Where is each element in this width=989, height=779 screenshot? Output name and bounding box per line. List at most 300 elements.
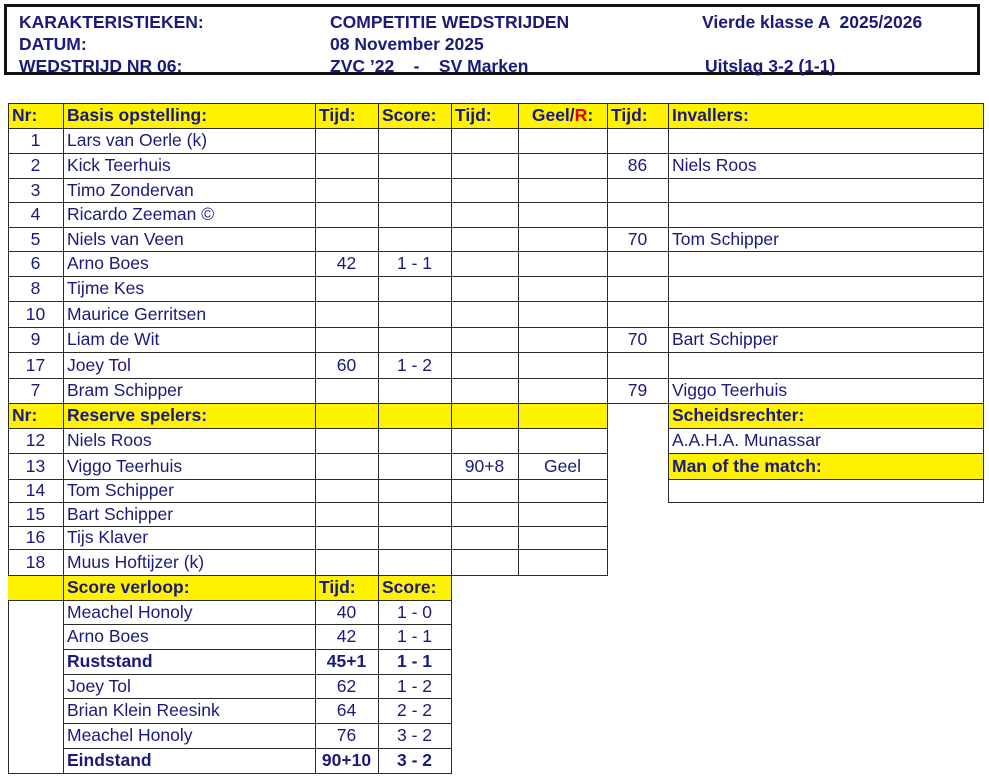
grid-line	[451, 178, 452, 203]
grid-line	[607, 103, 608, 129]
reserve-name: Muus Hoftijzer (k)	[67, 552, 205, 572]
grid-line	[451, 723, 452, 749]
substitution-time	[607, 276, 668, 301]
grid-line	[518, 403, 519, 429]
grid-line	[518, 378, 519, 404]
grid-line	[315, 378, 316, 404]
grid-line	[63, 428, 64, 454]
grid-line	[378, 403, 379, 429]
card-time	[451, 378, 518, 403]
grid-line	[451, 526, 452, 550]
card-time	[451, 276, 518, 301]
reserve-header-fill	[518, 403, 607, 428]
grid-line	[8, 526, 608, 527]
grid-line	[607, 526, 608, 550]
reserve-name: Viggo Teerhuis	[67, 456, 183, 476]
grid-line	[983, 327, 984, 353]
grid-line	[63, 453, 64, 480]
reserve-number: 13	[25, 456, 46, 476]
score-event-name: Meachel Honoly	[67, 602, 193, 622]
grid-line	[983, 352, 984, 379]
label-wedstrijd-nr: WEDSTRIJD NR 06:	[19, 56, 183, 76]
grid-line	[607, 403, 608, 429]
grid-line	[518, 479, 519, 503]
header-rood-label: R	[574, 105, 588, 125]
grid-line	[668, 453, 984, 454]
grid-line	[378, 502, 379, 527]
grid-line	[8, 153, 9, 179]
grid-line	[607, 453, 608, 480]
reserve-empty	[315, 453, 378, 479]
grid-line	[63, 479, 64, 503]
card-type	[518, 378, 607, 403]
substitute-name	[668, 202, 983, 227]
score-event-time: 62	[336, 676, 357, 696]
grid-line	[8, 202, 9, 228]
grid-line	[378, 352, 379, 379]
grid-line	[63, 748, 64, 774]
grid-line	[668, 301, 669, 328]
goal-time	[315, 378, 378, 403]
substitution-time	[607, 202, 668, 227]
grid-line	[8, 526, 9, 550]
player-number: 10	[25, 304, 46, 324]
substitution-time	[607, 128, 668, 153]
player-name: Tijme Kes	[67, 278, 145, 298]
grid-line	[63, 649, 64, 675]
grid-line	[8, 178, 9, 203]
goal-score	[378, 301, 451, 327]
grid-line	[451, 698, 452, 724]
grid-line	[983, 103, 984, 129]
score-event-name: Brian Klein Reesink	[67, 700, 220, 720]
grid-line	[378, 479, 379, 503]
score-event-score: 3 - 2	[396, 750, 433, 770]
grid-line	[63, 773, 452, 774]
substitute-name: Niels Roos	[672, 155, 757, 175]
grid-line	[518, 549, 519, 576]
grid-line	[668, 103, 669, 129]
substitution-time	[607, 352, 668, 378]
grid-line	[315, 276, 316, 302]
grid-line	[63, 549, 64, 576]
grid-line	[451, 428, 452, 454]
reserve-card-type	[518, 479, 607, 502]
match-result: Uitslag 3-2 (1-1)	[705, 56, 836, 76]
reserve-empty	[378, 549, 451, 575]
grid-line	[63, 327, 64, 353]
grid-line	[607, 153, 608, 179]
grid-line	[315, 624, 316, 650]
grid-line	[315, 549, 316, 576]
grid-line	[63, 153, 64, 179]
grid-line	[315, 301, 316, 328]
reserve-header-nr: Nr:	[8, 403, 63, 428]
reserve-empty	[315, 549, 378, 575]
substitution-time	[607, 301, 668, 327]
player-number: 4	[30, 204, 41, 224]
score-event-time: 42	[336, 626, 357, 646]
match-header	[4, 4, 980, 75]
grid-line	[518, 428, 519, 454]
score-event-score: 3 - 2	[396, 725, 433, 745]
reserve-empty	[378, 453, 451, 479]
substitution-time: 70	[627, 329, 648, 349]
reserve-header-label: Reserve spelers:	[63, 403, 315, 428]
grid-line	[518, 251, 519, 277]
grid-line	[8, 276, 984, 277]
grid-line	[668, 178, 669, 203]
score-event-time: 90+10	[321, 750, 372, 770]
score-event-name: Joey Tol	[67, 676, 131, 696]
grid-line	[451, 251, 452, 277]
grid-line	[451, 276, 452, 302]
grid-line	[378, 153, 379, 179]
grid-line	[8, 453, 9, 480]
grid-line	[668, 502, 984, 503]
grid-line	[8, 327, 984, 328]
reserve-empty	[378, 479, 451, 502]
grid-line	[8, 227, 9, 252]
label-datum: DATUM:	[19, 34, 87, 54]
grid-line	[518, 178, 519, 203]
player-name: Kick Teerhuis	[67, 155, 171, 175]
goal-score	[378, 202, 451, 227]
grid-line	[518, 352, 519, 379]
grid-line	[451, 479, 452, 503]
grid-line	[315, 202, 316, 228]
grid-line	[378, 327, 379, 353]
grid-line	[63, 227, 64, 252]
card-type	[518, 128, 607, 153]
header-nr: Nr:	[8, 103, 63, 128]
goal-time	[315, 128, 378, 153]
grid-line	[451, 674, 452, 699]
grid-line	[378, 378, 379, 404]
grid-line	[315, 453, 316, 480]
player-number: 3	[30, 180, 41, 200]
grid-line	[315, 575, 316, 601]
substitute-name	[668, 352, 983, 378]
reserve-empty	[378, 502, 451, 526]
card-time	[451, 327, 518, 352]
grid-line	[315, 327, 316, 353]
grid-line	[8, 428, 9, 454]
grid-line	[8, 251, 9, 277]
grid-line	[315, 103, 316, 129]
player-number: 7	[30, 380, 41, 400]
grid-line	[983, 227, 984, 252]
grid-line	[8, 428, 608, 429]
grid-line	[378, 649, 379, 675]
substitute-name	[668, 301, 983, 327]
grid-line	[518, 103, 519, 129]
grid-line	[607, 502, 608, 527]
grid-line	[983, 276, 984, 302]
goal-time: 42	[336, 253, 357, 273]
grid-line	[983, 128, 984, 154]
grid-line	[451, 453, 452, 480]
grid-line	[378, 526, 379, 550]
match-date: 08 November 2025	[330, 34, 484, 54]
grid-line	[8, 403, 608, 404]
score-event-score: 1 - 1	[396, 626, 433, 646]
grid-line	[63, 178, 64, 203]
grid-line	[378, 698, 379, 724]
grid-line	[63, 600, 64, 625]
reserve-card-time	[451, 549, 518, 575]
grid-line	[8, 479, 9, 503]
grid-line	[8, 453, 608, 454]
grid-line	[63, 103, 64, 129]
grid-line	[518, 153, 519, 179]
substitute-name	[668, 276, 983, 301]
grid-line	[451, 128, 452, 154]
reserve-number: 14	[25, 480, 46, 500]
grid-line	[378, 549, 379, 576]
player-number: 1	[30, 130, 41, 150]
grid-line	[8, 327, 9, 353]
card-time	[451, 227, 518, 251]
goal-score: 1 - 2	[396, 355, 433, 375]
grid-line	[8, 352, 9, 379]
grid-line	[63, 624, 64, 650]
substitution-time: 70	[627, 229, 648, 249]
grid-line	[607, 327, 608, 353]
grid-line	[315, 600, 316, 625]
grid-line	[518, 327, 519, 353]
player-name: Niels van Veen	[67, 229, 184, 249]
grid-line	[315, 428, 316, 454]
grid-line	[315, 526, 316, 550]
score-event-time: 45+1	[326, 651, 367, 671]
reserve-card-time: 90+8	[464, 456, 505, 476]
substitution-time	[607, 178, 668, 202]
substitute-name	[668, 128, 983, 153]
grid-line	[8, 352, 984, 353]
card-type	[518, 327, 607, 352]
grid-line	[668, 128, 669, 154]
grid-line	[518, 301, 519, 328]
card-type	[518, 251, 607, 276]
grid-line	[8, 128, 9, 154]
header-kaart-tijd: Tijd:	[451, 103, 518, 128]
grid-line	[668, 352, 669, 379]
score-event-name: Arno Boes	[67, 626, 149, 646]
goal-time: 60	[336, 355, 357, 375]
reserve-card-type	[518, 428, 607, 453]
score-event-score: 1 - 0	[396, 602, 433, 622]
card-time	[451, 352, 518, 378]
grid-line	[451, 549, 452, 576]
substitute-name	[668, 251, 983, 276]
reserve-empty	[378, 526, 451, 549]
goal-score	[378, 378, 451, 403]
card-type	[518, 202, 607, 227]
card-type	[518, 178, 607, 202]
grid-line	[378, 453, 379, 480]
card-time	[451, 202, 518, 227]
substitution-time: 86	[627, 155, 648, 175]
reserve-card-time	[451, 428, 518, 453]
score-event-name: Eindstand	[67, 750, 152, 770]
reserve-header-fill	[378, 403, 451, 428]
grid-line	[8, 378, 984, 379]
grid-line	[8, 600, 9, 774]
score-event-time: 64	[336, 700, 357, 720]
grid-line	[8, 549, 9, 576]
score-verloop-label: Score verloop:	[63, 575, 315, 600]
grid-line	[607, 549, 608, 576]
grid-line	[983, 202, 984, 228]
reserve-name: Tom Schipper	[67, 480, 174, 500]
grid-line	[668, 153, 669, 179]
goal-score	[378, 128, 451, 153]
reserve-empty	[315, 526, 378, 549]
grid-line	[451, 327, 452, 353]
substitute-name: Tom Schipper	[672, 229, 779, 249]
grid-line	[378, 202, 379, 228]
player-name: Ricardo Zeeman ©	[67, 204, 215, 224]
grid-line	[8, 378, 9, 404]
referee-name: A.A.H.A. Munassar	[672, 430, 821, 450]
grid-line	[668, 251, 669, 277]
grid-line	[378, 251, 379, 277]
grid-line	[451, 624, 452, 650]
score-event-score: 1 - 1	[396, 651, 433, 671]
match-teams: ZVC ’22 - SV Marken	[330, 56, 529, 76]
grid-line	[315, 251, 316, 277]
grid-line	[518, 227, 519, 252]
grid-line	[668, 479, 669, 503]
grid-line	[607, 202, 608, 228]
grid-line	[315, 674, 316, 699]
goal-time	[315, 202, 378, 227]
reserve-empty	[315, 502, 378, 526]
grid-line	[378, 227, 379, 252]
reserve-name: Tijs Klaver	[67, 527, 149, 547]
grid-line	[378, 600, 379, 625]
grid-line	[668, 453, 669, 480]
player-name: Lars van Oerle (k)	[67, 130, 208, 150]
referee-label: Scheidsrechter:	[668, 403, 983, 428]
grid-line	[451, 748, 452, 774]
grid-line	[607, 479, 608, 503]
grid-line	[378, 723, 379, 749]
grid-line	[8, 128, 984, 129]
card-time	[451, 301, 518, 327]
grid-line	[378, 575, 379, 601]
grid-line	[668, 276, 669, 302]
score-verloop-fill	[8, 575, 63, 600]
grid-line	[63, 723, 64, 749]
grid-line	[8, 103, 984, 104]
score-event-time: 40	[336, 602, 357, 622]
grid-line	[451, 301, 452, 328]
competition-title: COMPETITIE WEDSTRIJDEN	[330, 12, 570, 32]
score-verloop-score: Score:	[378, 575, 451, 600]
label-karakteristieken: KARAKTERISTIEKEN:	[19, 12, 204, 32]
grid-line	[315, 502, 316, 527]
grid-line	[607, 128, 608, 154]
grid-line	[315, 649, 316, 675]
grid-line	[668, 327, 669, 353]
goal-score	[378, 178, 451, 202]
reserve-empty	[378, 428, 451, 453]
grid-line	[63, 526, 64, 550]
reserve-card-time	[451, 502, 518, 526]
grid-line	[8, 549, 608, 550]
grid-line	[983, 378, 984, 404]
grid-line	[451, 403, 452, 429]
grid-line	[451, 649, 452, 675]
card-type	[518, 153, 607, 178]
card-type	[518, 301, 607, 327]
man-of-the-match-name	[668, 479, 983, 502]
substitution-time	[607, 251, 668, 276]
grid-line	[63, 378, 64, 404]
grid-line	[518, 502, 519, 527]
goal-score	[378, 327, 451, 352]
header-geel-label: Geel/	[531, 105, 575, 125]
grid-line	[315, 748, 316, 774]
reserve-header-fill	[451, 403, 518, 428]
grid-line	[315, 153, 316, 179]
card-time	[451, 128, 518, 153]
grid-line	[63, 575, 64, 601]
player-number: 5	[30, 229, 41, 249]
reserve-card-type: Geel	[544, 456, 581, 476]
grid-line	[63, 403, 64, 429]
player-number: 8	[30, 278, 41, 298]
reserve-card-type	[518, 502, 607, 526]
grid-line	[668, 428, 984, 429]
grid-line	[668, 428, 669, 454]
grid-line	[8, 202, 984, 203]
grid-line	[378, 178, 379, 203]
reserve-number: 16	[25, 527, 46, 547]
grid-line	[983, 251, 984, 277]
grid-line	[8, 178, 984, 179]
header-geel-rood	[518, 103, 607, 128]
grid-line	[983, 403, 984, 429]
grid-line	[63, 202, 64, 228]
header-tijd: Tijd:	[315, 103, 378, 128]
reserve-number: 15	[25, 504, 46, 524]
goal-time	[315, 276, 378, 301]
grid-line	[668, 378, 669, 404]
header-basis-opstelling: Basis opstelling:	[63, 103, 315, 128]
reserve-card-time	[451, 526, 518, 549]
grid-line	[518, 526, 519, 550]
score-event-name: Ruststand	[67, 651, 153, 671]
grid-line	[378, 301, 379, 328]
card-time	[451, 251, 518, 276]
goal-score	[378, 227, 451, 251]
grid-line	[315, 128, 316, 154]
grid-line	[451, 153, 452, 179]
grid-line	[607, 251, 608, 277]
grid-line	[378, 674, 379, 699]
player-number: 17	[25, 355, 46, 375]
grid-line	[607, 276, 608, 302]
score-event-score: 2 - 2	[396, 700, 433, 720]
score-verloop-tijd: Tijd:	[315, 575, 378, 600]
grid-line	[8, 301, 984, 302]
card-type	[518, 227, 607, 251]
goal-time	[315, 153, 378, 178]
grid-line	[983, 178, 984, 203]
